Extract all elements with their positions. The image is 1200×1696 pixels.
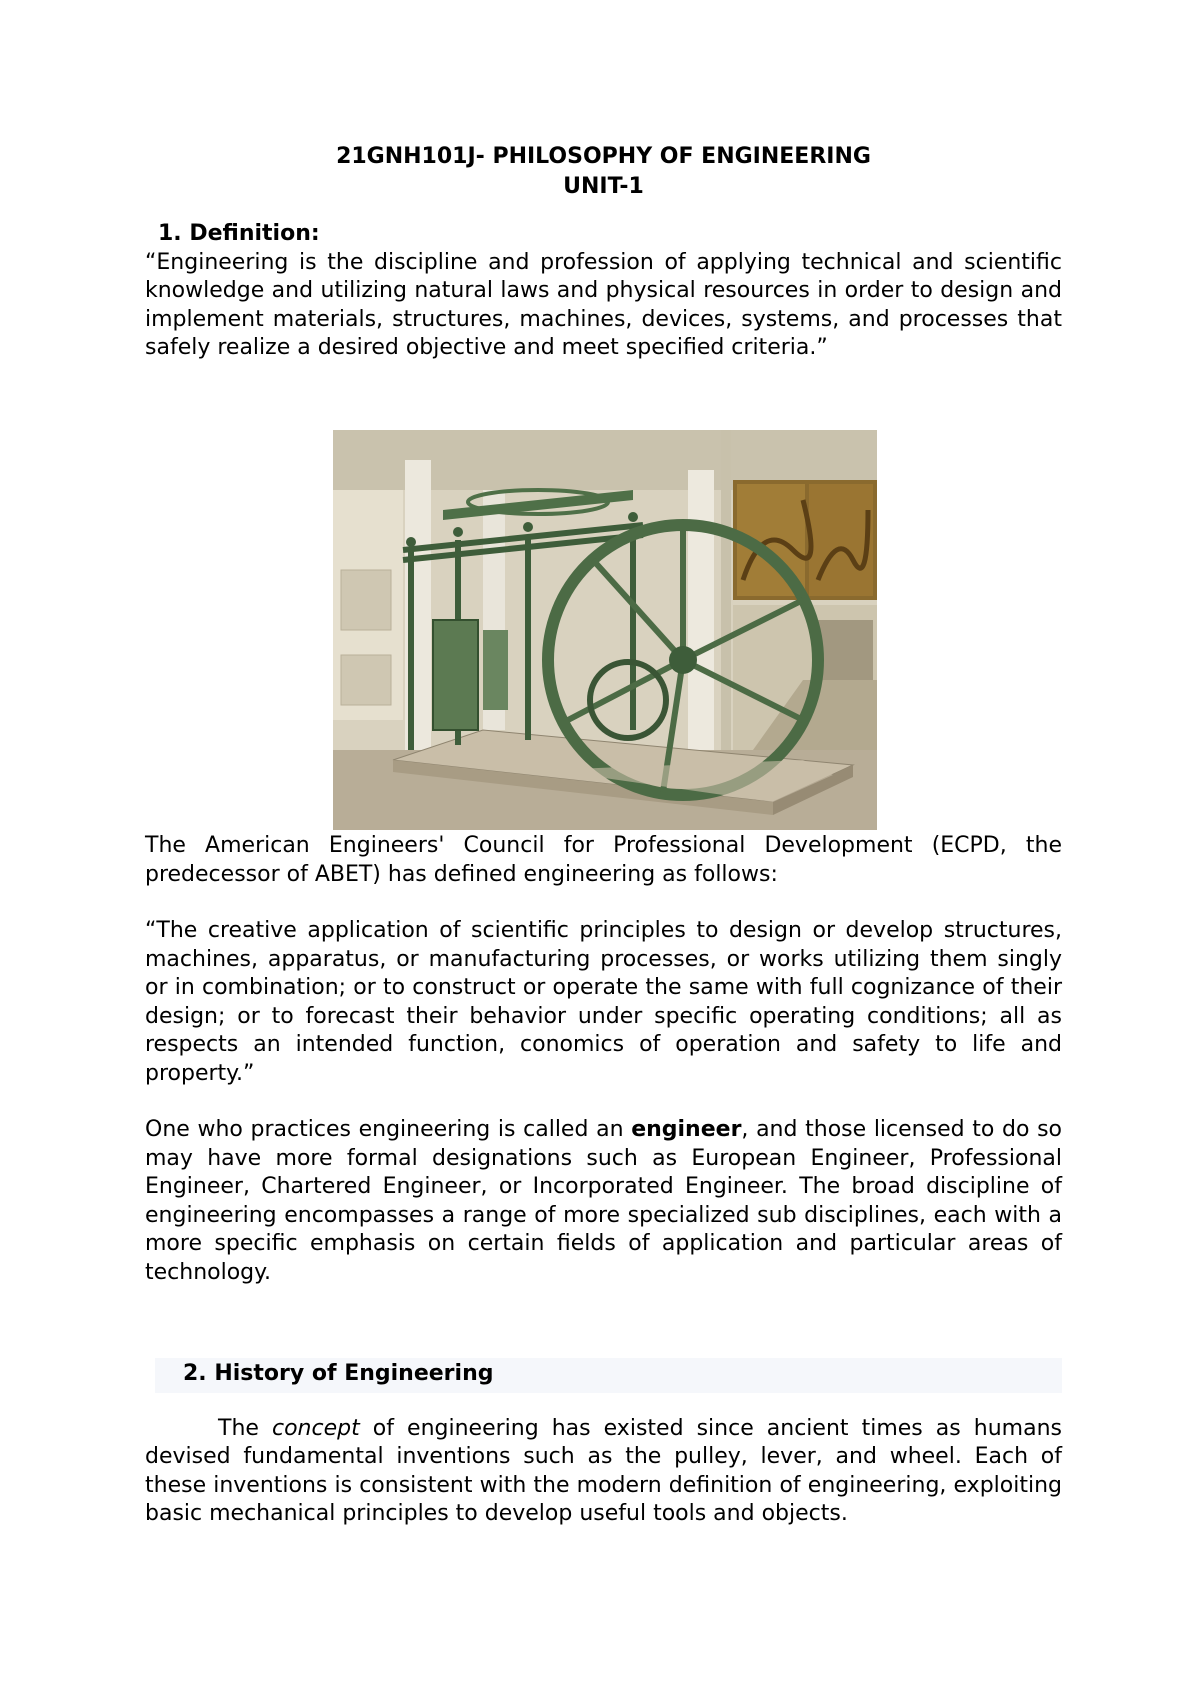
history-heading: 2. History of Engineering — [155, 1358, 1062, 1393]
history-text-start: The — [218, 1415, 272, 1441]
top-content — [145, 142, 1062, 363]
ecpd-intro-paragraph: The American Engineers' Council for Professional Development (ECPD, the predecessor of ABET) has defined engineering as follows: — [145, 833, 1062, 887]
definition-paragraph: “Engineering is the discipline and profession of applying technical and scientific knowledge and utilizing natural laws and physical resources in order to design and implement materials, structures, machines, devices, systems, and processes that safely realize a desired objective and meet specified criteria.” — [145, 249, 1062, 360]
engineer-term: engineer — [631, 1117, 742, 1142]
steam-engine-photo — [333, 430, 877, 830]
steam-engine-illustration — [333, 430, 877, 830]
history-text-rest: of engineering has existed since ancient times as humans devised fundamental inventions such as the pulley, lever, and wheel. Each of these inventions is consistent with the modern definition of engineering, exploiting basic mechanical principles to develop useful tools and objects. — [145, 1415, 1062, 1526]
engineer-text-start: One who practices engineering is called an — [145, 1117, 632, 1142]
document-title: 21GNH101J- PHILOSOPHY OF ENGINEERING — [336, 144, 871, 169]
engineer-text-rest: , and those licensed to do so may have more formal designations such as European Engineer, Professional Engineer, Chartered Engineer, or Incorporated Engineer. The broad discipline of engineering encompasses a range of more specialized sub disciplines, each with a more specific emphasis on certain fields of application and particular areas of technology. — [145, 1117, 1063, 1285]
unit-heading: UNIT-1 — [563, 174, 644, 199]
ecpd-quote-paragraph: “The creative application of scientific principles to design or develop structures, machines, apparatus, or manufacturing processes, or works utilizing them singly or in combination; or to construct or operate the same with full cognizance of their design; or to forecast their behavior under specific operating conditions; all as respects an intended function, conomics of operation and safety to life and property.” — [145, 918, 1062, 1086]
history-section — [145, 1358, 1062, 1529]
definition-heading: 1. Definition: — [158, 221, 320, 246]
engineer-paragraph — [145, 1116, 1062, 1287]
ecpd-section — [145, 832, 1062, 1287]
history-paragraph — [145, 1415, 1062, 1529]
history-concept-term: concept — [271, 1415, 360, 1441]
